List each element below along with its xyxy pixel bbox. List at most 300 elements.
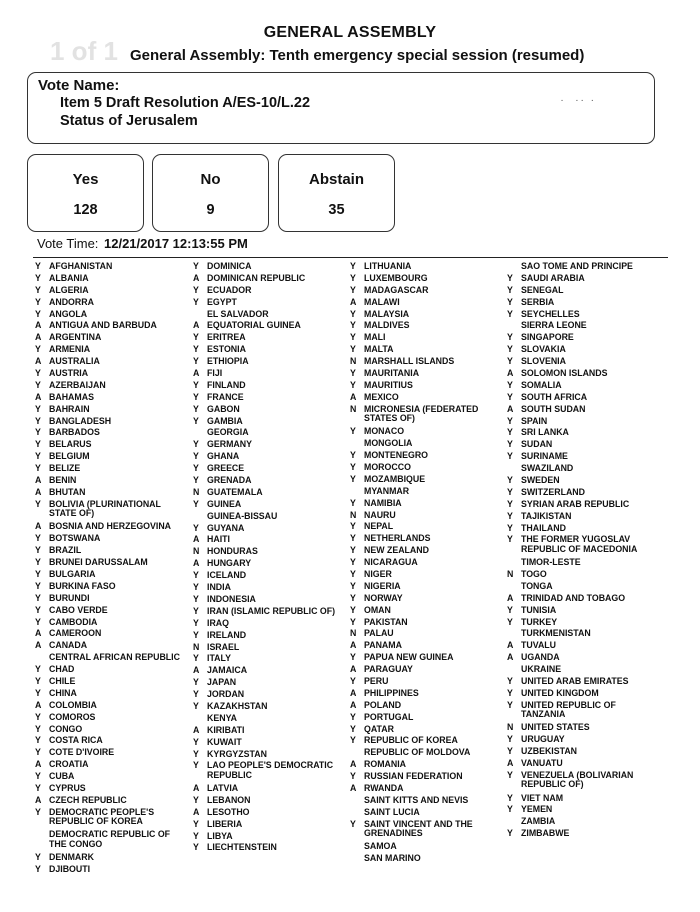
- country-name: GERMANY: [207, 439, 252, 450]
- country-name: RWANDA: [364, 783, 404, 793]
- country-row: [193, 666, 343, 675]
- country-name: ERITREA: [207, 332, 246, 343]
- vote-code: Y: [193, 748, 199, 759]
- vote-code: Y: [35, 463, 41, 474]
- country-row: [507, 345, 657, 354]
- country-row: [193, 298, 343, 307]
- vote-code: Y: [193, 332, 199, 343]
- country-name: INDONESIA: [207, 593, 256, 604]
- country-name: MALAYSIA: [364, 308, 410, 319]
- vote-code: Y: [507, 616, 513, 627]
- country-row: [507, 464, 657, 473]
- country-row: [35, 321, 185, 330]
- vote-code: Y: [507, 451, 513, 462]
- country-name: BENIN: [49, 475, 77, 486]
- country-row: [507, 759, 657, 768]
- country-name: SWITZERLAND: [521, 486, 586, 497]
- country-name: SLOVAKIA: [521, 344, 566, 355]
- vote-code: Y: [350, 818, 356, 829]
- vote-code: Y: [350, 533, 356, 544]
- country-row: [350, 701, 500, 710]
- yes-tally-box: [27, 154, 144, 232]
- country-name: CAMBODIA: [49, 616, 98, 627]
- country-row: [350, 475, 500, 484]
- vote-code: A: [35, 521, 42, 532]
- country-name: BURUNDI: [49, 592, 90, 603]
- vote-code: Y: [350, 592, 356, 603]
- country-row: [35, 345, 185, 354]
- country-row: [350, 796, 500, 805]
- vote-code: A: [35, 486, 42, 497]
- vote-code: Y: [507, 510, 513, 521]
- vote-code: Y: [507, 439, 513, 450]
- country-name: LESOTHO: [207, 806, 250, 817]
- country-row: [193, 369, 343, 378]
- vote-code: Y: [193, 344, 199, 355]
- vote-code: N: [193, 641, 200, 652]
- vote-code: Y: [507, 332, 513, 343]
- vote-code: Y: [193, 582, 199, 593]
- country-row: [507, 665, 657, 674]
- vote-code: Y: [193, 403, 199, 414]
- vote-code: A: [350, 759, 357, 770]
- vote-code: Y: [35, 284, 41, 295]
- vote-code: Y: [507, 769, 513, 780]
- vote-code: Y: [35, 664, 41, 675]
- country-row: [35, 274, 185, 283]
- country-name: OMAN: [364, 604, 391, 615]
- vote-code: Y: [507, 391, 513, 402]
- country-name: MARSHALL ISLANDS: [364, 356, 455, 367]
- country-name: MYANMAR: [364, 485, 410, 496]
- vote-code: Y: [35, 415, 41, 426]
- country-name: ICELAND: [207, 570, 247, 581]
- country-row: [193, 631, 343, 640]
- country-name: GEORGIA: [207, 427, 249, 438]
- vote-code: Y: [507, 604, 513, 615]
- country-row: [193, 726, 343, 735]
- country-name: FIJI: [207, 368, 223, 379]
- vote-code: Y: [507, 792, 513, 803]
- country-row: [193, 796, 343, 805]
- country-row: [507, 723, 657, 732]
- vote-code: A: [193, 665, 200, 676]
- country-name: COTE D'IVOIRE: [49, 747, 115, 758]
- country-row: [193, 808, 343, 817]
- vote-code: Y: [35, 368, 41, 379]
- country-row: [35, 310, 185, 319]
- country-name: BOTSWANA: [49, 533, 101, 544]
- country-name: TUNISIA: [521, 604, 557, 615]
- country-name: PAKISTAN: [364, 616, 408, 627]
- country-name: PORTUGAL: [364, 711, 414, 722]
- country-name: UNITED KINGDOM: [521, 687, 599, 698]
- country-name: KAZAKHSTAN: [207, 700, 268, 711]
- vote-code: Y: [507, 272, 513, 283]
- vote-code: Y: [507, 344, 513, 355]
- country-row: [193, 535, 343, 544]
- country-name: UZBEKISTAN: [521, 746, 578, 757]
- vote-code: Y: [193, 617, 199, 628]
- country-row: [507, 428, 657, 437]
- country-row: [507, 570, 657, 579]
- country-row: [35, 570, 185, 579]
- country-row: [193, 571, 343, 580]
- vote-code: [193, 714, 207, 723]
- country-row: [193, 714, 343, 723]
- country-row: [35, 760, 185, 769]
- country-row: [35, 405, 185, 414]
- country-name: SEYCHELLES: [521, 308, 580, 319]
- session-subtitle: General Assembly: Tenth emergency special session (resumed): [130, 47, 585, 64]
- country-row: [350, 511, 500, 520]
- vote-code: N: [193, 486, 200, 497]
- vote-code: A: [193, 320, 200, 331]
- abstain-count: 35: [328, 202, 345, 218]
- country-row: [35, 701, 185, 710]
- vote-code: A: [350, 687, 357, 698]
- vote-code: Y: [193, 842, 199, 853]
- country-row: [350, 522, 500, 531]
- country-row: [507, 582, 657, 591]
- country-name: UNITED ARAB EMIRATES: [521, 675, 629, 686]
- country-row: [350, 653, 500, 662]
- vote-code: [193, 310, 207, 319]
- vote-code: Y: [193, 570, 199, 581]
- country-name: CONGO: [49, 723, 83, 734]
- country-name: TONGA: [521, 580, 553, 591]
- vote-code: Y: [350, 604, 356, 615]
- country-name: REPUBLIC OF MOLDOVA: [364, 747, 471, 758]
- vote-code: Y: [193, 439, 199, 450]
- vote-code: A: [507, 640, 514, 651]
- country-row: [35, 440, 185, 449]
- vote-code: Y: [35, 863, 41, 874]
- vote-code: [350, 439, 364, 448]
- country-name: CHAD: [49, 664, 75, 675]
- country-name: ANGOLA: [49, 308, 88, 319]
- country-name: BOLIVIA (PLURINATIONAL STATE OF): [49, 498, 161, 519]
- country-name: SINGAPORE: [521, 332, 574, 343]
- vote-code: Y: [35, 687, 41, 698]
- country-row: [35, 381, 185, 390]
- vote-code: N: [350, 403, 357, 414]
- country-row: [350, 321, 500, 330]
- country-name: ITALY: [207, 653, 231, 664]
- vote-code: N: [350, 356, 357, 367]
- country-row: [507, 524, 657, 533]
- country-row: [193, 832, 343, 841]
- country-row: [350, 665, 500, 674]
- country-row: [193, 512, 343, 521]
- country-row: [193, 262, 343, 271]
- country-row: [35, 393, 185, 402]
- vote-code: Y: [35, 557, 41, 568]
- country-name: DOMINICAN REPUBLIC: [207, 272, 306, 283]
- country-name: SERBIA: [521, 296, 555, 307]
- country-row: [35, 689, 185, 698]
- country-name: BRUNEI DARUSSALAM: [49, 557, 148, 568]
- country-name: JAPAN: [207, 677, 237, 688]
- country-column-3: [350, 262, 500, 866]
- yes-count: 128: [73, 202, 98, 218]
- vote-code: Y: [350, 320, 356, 331]
- country-row: [350, 369, 500, 378]
- country-name: NEW ZEALAND: [364, 545, 429, 556]
- vote-code: [507, 262, 521, 271]
- country-name: TUVALU: [521, 640, 557, 651]
- vote-subject-line: Status of Jerusalem: [60, 113, 198, 129]
- country-row: [35, 725, 185, 734]
- vote-code: Y: [193, 794, 199, 805]
- country-row: [350, 784, 500, 793]
- country-name: SIERRA LEONE: [521, 320, 587, 331]
- vote-code: Y: [350, 545, 356, 556]
- country-name: BAHAMAS: [49, 391, 94, 402]
- country-name: SAO TOME AND PRINCIPE: [521, 261, 633, 271]
- country-row: [35, 298, 185, 307]
- country-row: [507, 357, 657, 366]
- country-row: [193, 654, 343, 663]
- country-row: [350, 405, 500, 424]
- country-row: [193, 761, 343, 780]
- page-watermark: 1 of 1: [50, 36, 118, 66]
- country-name: SWEDEN: [521, 475, 560, 486]
- country-row: [350, 451, 500, 460]
- country-row: [507, 298, 657, 307]
- vote-code: N: [193, 546, 200, 557]
- vote-code: N: [350, 509, 357, 520]
- country-name: BANGLADESH: [49, 415, 112, 426]
- vote-code: Y: [35, 735, 41, 746]
- country-row: [35, 357, 185, 366]
- vote-code: [507, 558, 521, 567]
- vote-code: Y: [193, 760, 199, 771]
- country-name: THAILAND: [521, 522, 566, 533]
- country-name: CENTRAL AFRICAN REPUBLIC: [49, 652, 180, 663]
- no-tally-box: [152, 154, 269, 232]
- country-row: [193, 333, 343, 342]
- vote-code: Y: [350, 284, 356, 295]
- vote-code: Y: [193, 391, 199, 402]
- country-name: JAMAICA: [207, 665, 248, 676]
- vote-code: [507, 629, 521, 638]
- country-name: TOGO: [521, 568, 547, 579]
- vote-code: [507, 582, 521, 591]
- vote-code: Y: [350, 771, 356, 782]
- vote-code: Y: [35, 403, 41, 414]
- country-name: PHILIPPINES: [364, 687, 419, 698]
- vote-code: A: [35, 640, 42, 651]
- country-row: [350, 345, 500, 354]
- vote-code: A: [193, 806, 200, 817]
- vote-code: Y: [350, 616, 356, 627]
- vote-code: A: [35, 391, 42, 402]
- country-name: PAPUA NEW GUINEA: [364, 652, 454, 663]
- vote-code: Y: [507, 498, 513, 509]
- vote-code: Y: [350, 272, 356, 283]
- country-name: BELGIUM: [49, 451, 90, 462]
- country-name: CHILE: [49, 675, 76, 686]
- vote-code: Y: [507, 675, 513, 686]
- country-name: LAO PEOPLE'S DEMOCRATIC REPUBLIC: [207, 760, 334, 780]
- country-name: TAJIKISTAN: [521, 510, 572, 521]
- vote-code: Y: [507, 687, 513, 698]
- vote-code: Y: [193, 689, 199, 700]
- vote-code: Y: [350, 379, 356, 390]
- vote-code: A: [350, 296, 357, 307]
- country-row: [193, 286, 343, 295]
- country-name: PALAU: [364, 628, 394, 639]
- vote-code: A: [193, 534, 200, 545]
- vote-code: Y: [35, 723, 41, 734]
- country-name: BULGARIA: [49, 568, 96, 579]
- country-row: [35, 286, 185, 295]
- country-row: [35, 476, 185, 485]
- vote-code: N: [507, 722, 514, 733]
- country-row: [507, 535, 657, 554]
- country-row: [350, 736, 500, 745]
- country-row: [350, 689, 500, 698]
- scan-specks: · ·· ·: [560, 95, 596, 106]
- country-row: [350, 713, 500, 722]
- country-name: MONACO: [364, 426, 405, 437]
- vote-code: Y: [507, 475, 513, 486]
- country-row: [193, 464, 343, 473]
- country-name: ROMANIA: [364, 759, 407, 770]
- country-row: [193, 440, 343, 449]
- vote-code: Y: [193, 605, 199, 616]
- country-row: [35, 713, 185, 722]
- vote-code: A: [350, 664, 357, 675]
- vote-code: Y: [193, 629, 199, 640]
- country-name: BAHRAIN: [49, 403, 90, 414]
- country-name: SPAIN: [521, 415, 548, 426]
- country-name: VIET NAM: [521, 792, 564, 803]
- vote-code: Y: [35, 344, 41, 355]
- country-row: [35, 594, 185, 603]
- country-name: LIBERIA: [207, 818, 243, 829]
- country-column-1: [35, 262, 185, 877]
- vote-code: A: [350, 783, 357, 793]
- abstain-tally-box: [278, 154, 395, 232]
- vote-code: Y: [35, 616, 41, 627]
- country-row: [350, 463, 500, 472]
- vote-code: Y: [193, 356, 199, 367]
- country-row: [507, 629, 657, 638]
- country-row: [350, 854, 500, 863]
- country-row: [193, 619, 343, 628]
- country-name: DOMINICA: [207, 261, 252, 271]
- country-row: [193, 559, 343, 568]
- country-name: ESTONIA: [207, 344, 246, 355]
- country-name: HAITI: [207, 534, 230, 545]
- page-title: GENERAL ASSEMBLY: [263, 24, 437, 41]
- country-row: [193, 583, 343, 592]
- country-row: [350, 582, 500, 591]
- country-row: [350, 357, 500, 366]
- vote-code: Y: [35, 851, 41, 862]
- vote-code: A: [507, 652, 514, 663]
- vote-code: Y: [507, 734, 513, 745]
- country-name: SRI LANKA: [521, 427, 569, 438]
- vote-code: Y: [507, 746, 513, 757]
- vote-code: Y: [193, 700, 199, 711]
- country-row: [35, 452, 185, 461]
- country-row: [193, 702, 343, 711]
- country-name: SAUDI ARABIA: [521, 272, 585, 283]
- vote-code: Y: [193, 284, 199, 295]
- country-row: [193, 310, 343, 319]
- country-row: [193, 547, 343, 556]
- country-row: [350, 820, 500, 839]
- country-name: ETHIOPIA: [207, 356, 249, 367]
- country-row: [350, 594, 500, 603]
- country-name: SENEGAL: [521, 284, 564, 295]
- country-row: [35, 796, 185, 805]
- vote-code: [350, 487, 364, 496]
- country-row: [193, 643, 343, 652]
- country-row: [507, 417, 657, 426]
- country-name: SAINT KITTS AND NEVIS: [364, 794, 469, 805]
- country-name: SOLOMON ISLANDS: [521, 368, 608, 379]
- country-name: MONTENEGRO: [364, 450, 429, 461]
- vote-code: Y: [507, 296, 513, 307]
- country-row: [350, 298, 500, 307]
- country-row: [35, 772, 185, 781]
- vote-code: [507, 817, 521, 826]
- country-row: [35, 488, 185, 497]
- country-name: ECUADOR: [207, 284, 252, 295]
- country-row: [193, 452, 343, 461]
- vote-code: Y: [35, 498, 41, 509]
- vote-code: A: [35, 332, 42, 343]
- country-row: [350, 570, 500, 579]
- country-row: [193, 381, 343, 390]
- country-row: [193, 595, 343, 604]
- country-name: MALI: [364, 332, 386, 343]
- vote-code: Y: [507, 804, 513, 815]
- country-column-2: [193, 262, 343, 855]
- country-row: [350, 748, 500, 757]
- country-row: [507, 817, 657, 826]
- country-name: COLOMBIA: [49, 699, 97, 710]
- country-row: [193, 428, 343, 437]
- country-name: TIMOR-LESTE: [521, 557, 581, 568]
- vote-code: A: [193, 272, 200, 283]
- country-row: [507, 641, 657, 650]
- vote-code: Y: [35, 771, 41, 782]
- country-name: UGANDA: [521, 652, 560, 663]
- country-name: POLAND: [364, 699, 402, 710]
- country-name: SOUTH AFRICA: [521, 391, 588, 402]
- country-name: NORWAY: [364, 592, 403, 603]
- country-name: AZERBAIJAN: [49, 379, 106, 390]
- country-name: CZECH REPUBLIC: [49, 794, 127, 805]
- vote-code: A: [193, 558, 200, 569]
- vote-code: Y: [35, 580, 41, 591]
- country-row: [350, 499, 500, 508]
- country-name: URUGUAY: [521, 734, 565, 745]
- country-name: BHUTAN: [49, 486, 86, 497]
- vote-code: [35, 830, 49, 849]
- vote-code: Y: [350, 344, 356, 355]
- vote-code: N: [350, 628, 357, 639]
- country-name: GABON: [207, 403, 240, 414]
- vote-code: [350, 748, 364, 757]
- country-row: [35, 784, 185, 793]
- country-row: [35, 865, 185, 874]
